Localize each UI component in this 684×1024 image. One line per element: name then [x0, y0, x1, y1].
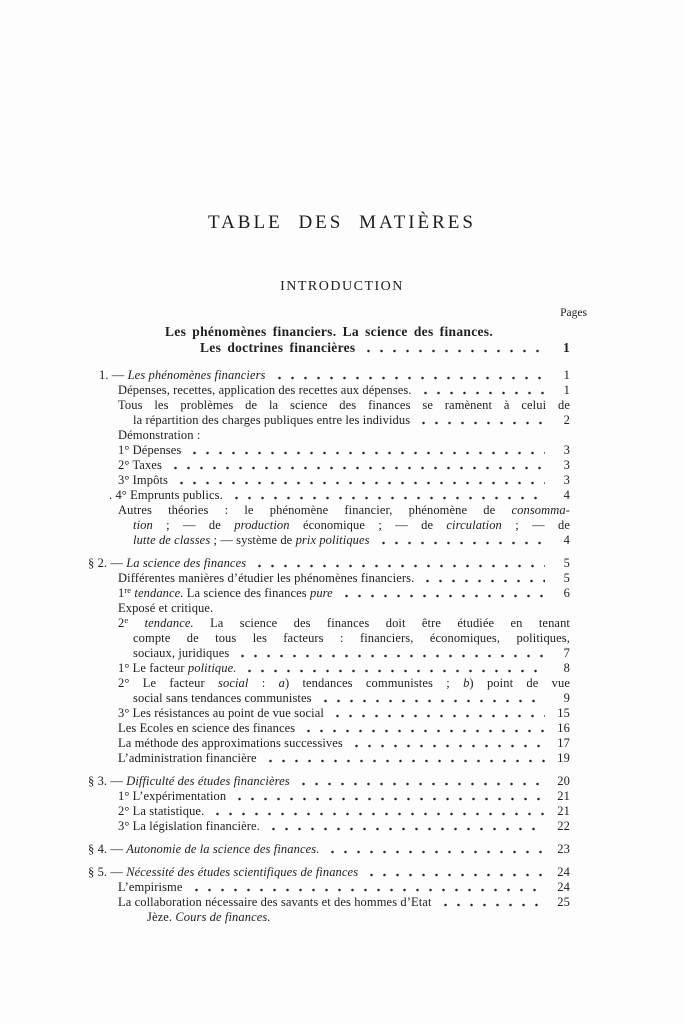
- page-number: 4: [563, 488, 570, 502]
- page-number: 21: [557, 804, 570, 818]
- page-number: 8: [563, 661, 570, 675]
- toc-line: [88, 488, 570, 503]
- dot-leader: [377, 533, 545, 548]
- toc-entry-text: 3° La législation financière.: [118, 819, 260, 833]
- toc-line: [88, 774, 570, 789]
- toc-entry-text: L’empirisme: [118, 880, 183, 894]
- toc-line: [88, 368, 570, 383]
- dot-leader: [365, 865, 545, 880]
- toc-list: [88, 368, 570, 925]
- toc-line: [88, 804, 570, 819]
- dot-leader: [188, 443, 545, 458]
- toc-line: [88, 631, 570, 646]
- toc-entry-text: tion ; — de production économique ; — de circulation ; — de: [133, 518, 570, 532]
- dot-leader: [267, 819, 545, 834]
- toc-entry-text: Autres théories : le phénomène financier, phénomène de consomma-: [118, 503, 570, 517]
- toc-line: [88, 458, 570, 473]
- dot-leader: [326, 842, 545, 857]
- toc-line: [88, 571, 570, 586]
- toc-line: [88, 789, 570, 804]
- page-number: 3: [563, 473, 570, 487]
- toc-line: [88, 443, 570, 458]
- toc-entry-text: Tous les problèmes de la science des finances se ramènent à celui de: [118, 398, 570, 412]
- toc-entry-text: L’administration financière: [118, 751, 257, 765]
- page-number: 17: [557, 736, 570, 750]
- page-number: 19: [557, 751, 570, 765]
- toc-entry-text: La collaboration nécessaire des savants et des hommes d’Etat: [118, 895, 432, 909]
- toc-entry-text: 1° L’expérimentation: [118, 789, 227, 803]
- dot-leader: [230, 488, 545, 503]
- page-number: 1: [563, 368, 570, 382]
- toc-line: [88, 736, 570, 751]
- toc-entry-text: 3° Les résistances au point de vue social: [118, 706, 324, 720]
- page-number: 6: [563, 586, 570, 600]
- toc-line: [88, 518, 570, 533]
- toc-line: [88, 865, 570, 880]
- toc-entry-text: Les Ecoles en science des finances: [118, 721, 296, 735]
- toc-line: [88, 721, 570, 736]
- dot-leader: [190, 880, 545, 895]
- page-number: 25: [557, 895, 570, 909]
- page-number: 3: [563, 443, 570, 457]
- toc-entry-text: § 3. — Difficulté des études financières: [88, 774, 290, 788]
- dot-leader: [417, 413, 545, 428]
- toc-line: [88, 413, 570, 428]
- chapter-heading-line2-text: Les doctrines financières: [200, 340, 356, 355]
- page-number: 22: [557, 819, 570, 833]
- toc-entry-text: 2° La statistique.: [118, 804, 205, 818]
- page-number: 5: [563, 556, 570, 570]
- page-number: 15: [557, 706, 570, 720]
- toc-entry-text: 3° Impôts: [118, 473, 168, 487]
- toc-entry-text: Différentes manières d’étudier les phénomènes financiers.: [118, 571, 415, 585]
- toc-line: [88, 751, 570, 766]
- toc-line: [88, 556, 570, 571]
- page-number: 1: [562, 340, 570, 355]
- dot-leader: [362, 340, 545, 356]
- page-number: 24: [557, 865, 570, 879]
- page-number: 9: [563, 691, 570, 705]
- toc-line: [88, 586, 570, 601]
- toc-line: [88, 880, 570, 895]
- page-number: 1: [563, 383, 570, 397]
- page-number: 4: [563, 533, 570, 547]
- toc-entry-text: Dépenses, recettes, application des recettes aux dépenses.: [118, 383, 412, 397]
- toc-entry-text: Jèze. Cours de finances.: [147, 910, 271, 924]
- chapter-heading-line2: [88, 340, 570, 356]
- dot-leader: [264, 751, 545, 766]
- dot-leader: [243, 661, 545, 676]
- toc-entry-text: Exposé et critique.: [118, 601, 214, 615]
- page-number: 7: [563, 646, 570, 660]
- toc-line: [88, 533, 570, 548]
- dot-leader: [419, 383, 545, 398]
- table-of-contents: [88, 307, 587, 925]
- toc-entry-text: Démonstration :: [118, 428, 201, 442]
- toc-entry-text: lutte de classes ; — système de prix politiques: [133, 533, 370, 547]
- toc-entry-text: . 4° Emprunts publics.: [109, 488, 223, 502]
- toc-line: [88, 383, 570, 398]
- toc-entry-text: la répartition des charges publiques entre les individus: [133, 413, 411, 427]
- toc-line: [88, 601, 570, 616]
- toc-line: [88, 706, 570, 721]
- toc-entry-text: 1re tendance. La science des finances pure: [118, 585, 333, 600]
- dot-leader: [421, 571, 545, 586]
- toc-line: [88, 842, 570, 857]
- page-number: 5: [563, 571, 570, 585]
- toc-line: [88, 661, 570, 676]
- pages-column-label: Pages: [560, 307, 587, 319]
- dot-leader: [169, 458, 545, 473]
- dot-leader: [253, 556, 545, 571]
- toc-entry-text: § 4. — Autonomie de la science des finances.: [88, 842, 320, 856]
- dot-leader: [233, 789, 545, 804]
- dot-leader: [297, 774, 545, 789]
- toc-entry-text: 2e tendance. La science des finances doit être étudiée en tenant: [118, 615, 570, 630]
- toc-line: [88, 910, 570, 925]
- dot-leader: [236, 646, 545, 661]
- introduction-heading: INTRODUCTION: [280, 279, 404, 294]
- toc-entry-text: La méthode des approximations successives: [118, 736, 343, 750]
- dot-leader: [211, 804, 545, 819]
- page-number: 3: [563, 458, 570, 472]
- dot-leader: [302, 721, 545, 736]
- toc-line: [88, 691, 570, 706]
- toc-line: [88, 895, 570, 910]
- toc-entry-text: compte de tous les facteurs : financiers, économiques, politiques,: [133, 631, 570, 645]
- heading-indent-spacer: [88, 340, 200, 356]
- chapter-heading-line1: Les phénomènes financiers. La science des finances.: [164, 324, 494, 339]
- dot-leader: [340, 586, 545, 601]
- toc-line: [88, 503, 570, 518]
- toc-line: [88, 646, 570, 661]
- toc-line: [88, 676, 570, 691]
- toc-entry-text: 2° Taxes: [118, 458, 162, 472]
- dot-leader: [319, 691, 545, 706]
- toc-entry-text: 1° Dépenses: [118, 443, 182, 457]
- toc-entry-text: § 2. — La science des finances: [88, 556, 247, 570]
- toc-line: [88, 428, 570, 443]
- toc-entry-text: social sans tendances communistes: [133, 691, 312, 705]
- toc-entry-text: § 5. — Nécessité des études scientifiques de finances: [88, 865, 359, 879]
- chapter-heading: [88, 324, 570, 356]
- page-number: 16: [557, 721, 570, 735]
- toc-entry-text: 2° Le facteur social : a) tendances communistes ; b) point de vue: [118, 676, 571, 690]
- page-number: 24: [557, 880, 570, 894]
- page-title: TABLE DES MATIÈRES: [208, 212, 476, 233]
- toc-entry-text: sociaux, juridiques: [133, 646, 230, 660]
- dot-leader: [439, 895, 545, 910]
- toc-line: [88, 819, 570, 834]
- toc-line: [88, 616, 570, 631]
- dot-leader: [175, 473, 545, 488]
- page-number: 2: [563, 413, 570, 427]
- page-number: 20: [557, 774, 570, 788]
- dot-leader: [273, 368, 545, 383]
- page-number: 21: [557, 789, 570, 803]
- toc-entry-text: 1. — Les phénomènes financiers: [99, 368, 266, 382]
- dot-leader: [331, 706, 545, 721]
- toc-line: [88, 398, 570, 413]
- page-number: 23: [557, 842, 570, 856]
- dot-leader: [350, 736, 545, 751]
- toc-line: [88, 473, 570, 488]
- toc-entry-text: 1° Le facteur politique.: [118, 661, 237, 675]
